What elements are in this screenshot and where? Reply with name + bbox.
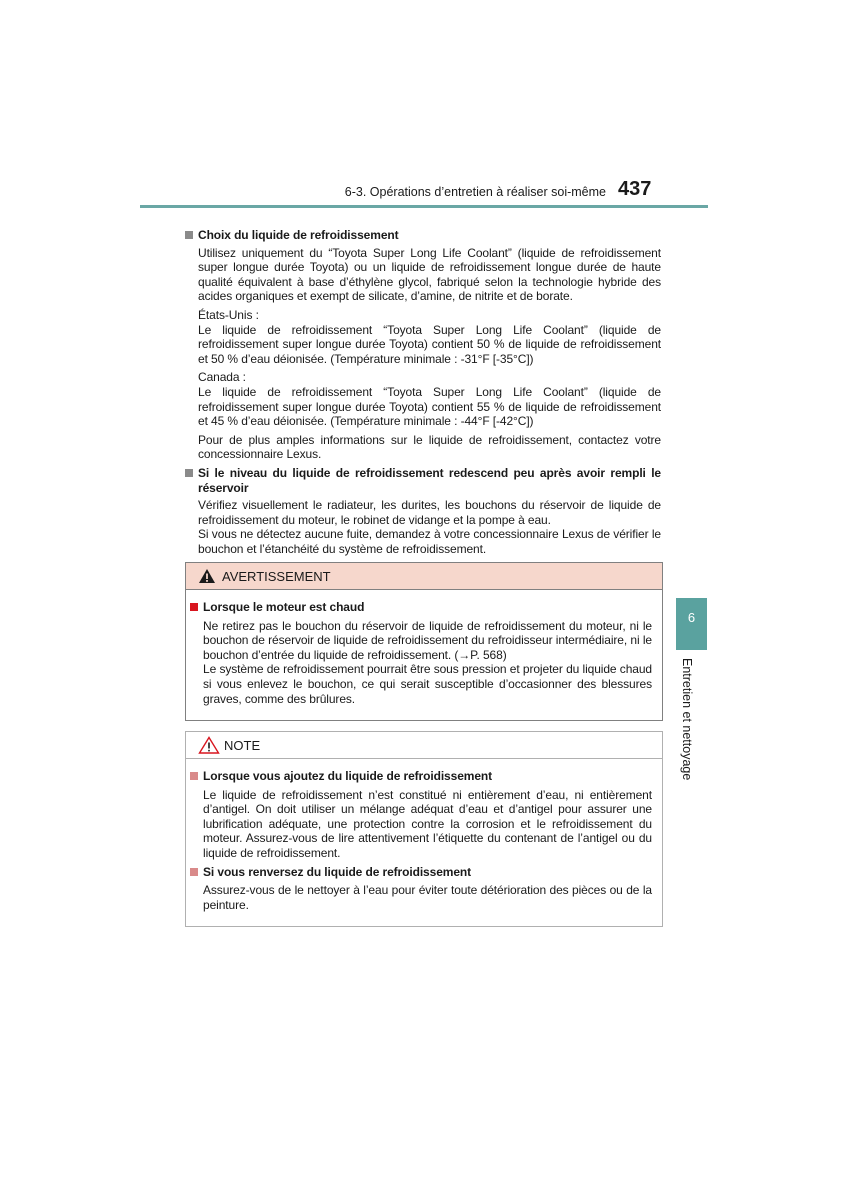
section-heading-text: Si le niveau du liquide de refroidissement redescend peu après avoir rempli le réservoir — [198, 465, 661, 495]
warning-heading — [190, 600, 652, 615]
note-title: NOTE — [224, 737, 261, 753]
bullet-square — [185, 231, 193, 239]
section-heading — [185, 466, 661, 495]
page-number: 437 — [618, 178, 652, 200]
warning-body — [186, 590, 662, 706]
running-header-title: 6-3. Opérations d’entretien à réaliser soi-même — [344, 185, 606, 199]
paragraph: Canada : — [198, 370, 246, 385]
note-heading — [190, 865, 652, 880]
bullet-square — [190, 868, 198, 876]
note-body — [186, 759, 662, 912]
warning-header — [186, 563, 662, 590]
paragraph: Le liquide de refroidissement “Toyota Super Long Life Coolant” (liquide de refroidissement super longue durée Toyota) contient 50 % de liquide de refroidissement et 50 % d’eau déionisée. (Température minimale : -31°F [-35°C]) — [198, 322, 661, 366]
warning-box — [185, 562, 663, 721]
bullet-square — [190, 772, 198, 780]
paragraph: États-Unis : — [198, 307, 259, 322]
chapter-tab-label: Entretien et nettoyage — [680, 658, 694, 781]
main-content — [185, 228, 661, 556]
warning-triangle-icon — [198, 568, 216, 584]
section-heading-text: Choix du liquide de refroidissement — [198, 228, 399, 242]
warning-paragraph: Ne retirez pas le bouchon du réservoir de liquide de refroidissement du moteur, ni le bouchon de réservoir de liquide de refroidissement du refroidisseur intermédiaire, ni le bouchon d’entrée du liquide de refroidissement. (→P. 568) — [203, 618, 652, 662]
note-heading-text: Si vous renversez du liquide de refroidissement — [203, 864, 472, 879]
warning-heading-text: Lorsque le moteur est chaud — [203, 600, 365, 614]
note-heading-text: Lorsque vous ajoutez du liquide de refroidissement — [203, 769, 493, 783]
paragraph: Utilisez uniquement du “Toyota Super Long Life Coolant” (liquide de refroidissement super longue durée Toyota) ou un liquide de refroidissement longue durée de haute qualité équivalent à base d’éthylène glycol, fabriqué selon la technologie hybride des acides organiques et exempt de silicate, d’amine, de nitrite et de borate. — [198, 245, 661, 304]
header-rule — [140, 205, 708, 208]
note-header — [186, 732, 662, 759]
bullet-square — [185, 469, 193, 477]
warning-paragraph: Le système de refroidissement pourrait être sous pression et projeter du liquide chaud si vous enlevez le bouchon, ce qui serait susceptible d’occasionner des blessures graves, comme des brûlures. — [203, 662, 652, 706]
warning-title: AVERTISSEMENT — [222, 568, 331, 584]
paragraph: Vérifiez visuellement le radiateur, les durites, les bouchons du réservoir de liquide de refroidissement du moteur, le robinet de vidange et la pompe à eau. — [198, 498, 661, 527]
chapter-tab[interactable]: 6 — [676, 598, 707, 650]
paragraph: Le liquide de refroidissement “Toyota Super Long Life Coolant” (liquide de refroidissement super longue durée Toyota) contient 55 % de liquide de refroidissement et 45 % d’eau déionisée. (Température minimale : -44°F [-42°C]) — [198, 384, 661, 429]
caution-triangle-icon — [198, 736, 220, 754]
bullet-square — [190, 603, 198, 611]
note-paragraph: Assurez-vous de le nettoyer à l’eau pour éviter toute détérioration des pièces ou de la peinture. — [203, 883, 652, 912]
note-heading — [190, 769, 652, 784]
paragraph: Si vous ne détectez aucune fuite, demandez à votre concessionnaire Lexus de vérifier le bouchon et l’étanchéité du système de refroidissement. — [198, 527, 661, 556]
note-paragraph: Le liquide de refroidissement n’est constitué ni entièrement d’eau, ni entièrement d’antigel. On doit utiliser un mélange adéquat d’eau et d’antigel pour assurer une lubrification adéquate, une protection contre la corrosion et le refroidissement du moteur. Assurez-vous de lire attentivement l’étiquette du contenant de l’antigel ou du liquide de refroidissement. — [203, 787, 652, 860]
section-heading — [185, 228, 661, 243]
paragraph: Pour de plus amples informations sur le liquide de refroidissement, contactez votre concessionnaire Lexus. — [198, 432, 661, 462]
note-box — [185, 731, 663, 927]
